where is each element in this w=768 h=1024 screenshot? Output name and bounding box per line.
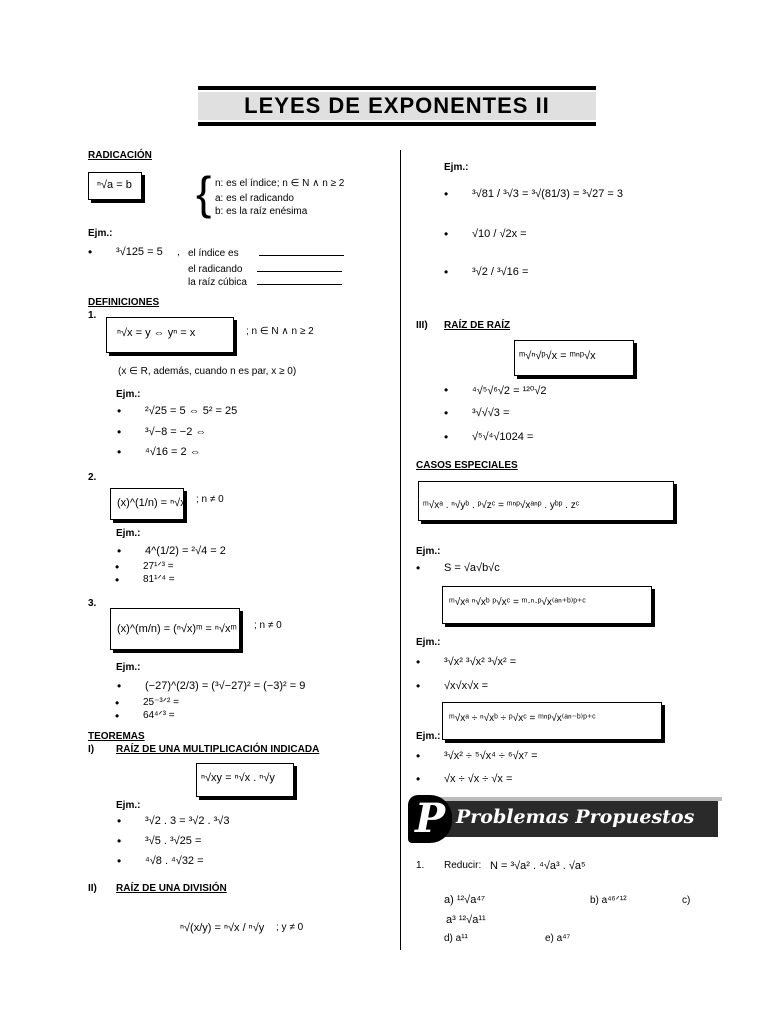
def2-formula-box xyxy=(110,488,184,520)
option-a: a) ¹²√a⁴⁷ xyxy=(444,894,486,906)
definiciones-heading: DEFINICIONES xyxy=(88,297,160,308)
raiz-de-raiz-example-3: • √⁵√⁴√1024 = xyxy=(472,431,533,443)
option-b: b) a⁴⁶ᐟ¹² xyxy=(590,895,627,906)
radicacion-formula: ⁿ√a = b xyxy=(97,179,132,191)
division-example-3: • ³√2 / ³√16 = xyxy=(472,266,528,278)
teorema-ii-formula: ⁿ√(x/y) = ⁿ√x / ⁿ√y xyxy=(180,922,265,934)
def1-example-3: • ⁴√16 = 2 ⇔ xyxy=(145,446,201,458)
def2-condition: ; n ≠ 0 xyxy=(196,494,224,505)
radicacion-def-b: b: es la raíz enésima xyxy=(215,206,308,217)
option-e: e) a⁴⁷ xyxy=(545,933,571,944)
casos-example-2a: • ³√x² ³√x² ³√x² = xyxy=(444,656,516,668)
casos-formula-3: ᵐ√xᵃ ÷ ⁿ√xᵇ ÷ ᵖ√xᶜ = ᵐⁿᵖ√x⁽ᵃⁿ⁻ᵇ⁾ᵖ⁺ᶜ xyxy=(449,713,596,724)
raiz-de-raiz-number: III) xyxy=(416,320,428,331)
teorema-ii-condition: ; y ≠ 0 xyxy=(276,922,304,933)
def1-formula: ⁿ√x = y ⇔ yⁿ = x xyxy=(117,327,196,339)
radicacion-def-n: n: es el índice; n ∈ N ∧ n ≥ 2 xyxy=(215,178,345,189)
teorema-i-formula-box xyxy=(196,763,294,797)
casos-example-3b: • √x ÷ √x ÷ √x = xyxy=(444,773,512,785)
def1-number: 1. xyxy=(88,310,97,321)
raiz-de-raiz-example-1: • ⁴√⁵√⁶√2 = ¹²⁰√2 xyxy=(472,384,546,397)
radicacion-example: • ³√125 = 5 xyxy=(116,246,163,258)
teorema-i-formula: ⁿ√xy = ⁿ√x . ⁿ√y xyxy=(201,772,275,784)
question-raiz-cubica: la raíz cúbica xyxy=(188,275,342,288)
teorema-i-title: RAÍZ DE UNA MULTIPLICACIÓN INDICADA xyxy=(116,744,320,755)
def1-condition: ; n ∈ N ∧ n ≥ 2 xyxy=(246,326,314,337)
raiz-de-raiz-title: RAÍZ DE RAÍZ xyxy=(444,320,511,331)
teorema-i-ejm-label: Ejm.: xyxy=(116,800,141,811)
problem-1-number: 1. xyxy=(416,860,425,871)
column-divider xyxy=(400,150,401,950)
casos-example-2b: • √x√x√x = xyxy=(444,680,488,692)
def1-example-1: • ²√25 = 5 ⇔ 5² = 25 xyxy=(145,405,237,417)
teorema-ii-title: RAÍZ DE UNA DIVISIÓN xyxy=(116,883,227,894)
casos-ejm-label-1: Ejm.: xyxy=(416,546,441,557)
casos-ejm-label-3: Ejm.: xyxy=(416,731,441,742)
def2-example-2: • 27¹ᐟ³ = xyxy=(143,561,174,572)
right-ejm-label: Ejm.: xyxy=(444,162,469,173)
radicacion-formula-box xyxy=(88,172,142,200)
casos-formula-1: ᵐ√xᵃ . ⁿ√yᵇ . ᵖ√zᶜ = ᵐⁿᵖ√xᵃⁿᵖ . yᵇᵖ . zᶜ xyxy=(423,500,580,511)
problem-1-expression: N = ³√a² . ⁴√a³ . √a⁵ xyxy=(490,860,586,872)
option-d: d) a¹¹ xyxy=(444,933,468,944)
teorema-i-example-2: • ³√5 . ³√25 = xyxy=(145,835,201,847)
def3-formula: (x)^(m/n) = (ⁿ√x)ᵐ = ⁿ√xᵐ xyxy=(117,623,237,635)
title-banner xyxy=(198,86,596,126)
def2-ejm-label: Ejm.: xyxy=(116,528,141,539)
question-radicando: el radicando xyxy=(188,262,342,275)
teorema-ii-number: II) xyxy=(88,883,97,894)
casos-formula-1-box xyxy=(418,481,674,521)
def2-example-1: • 4^(1/2) = ²√4 = 2 xyxy=(145,545,226,557)
casos-formula-3-box xyxy=(442,702,662,740)
option-c: c) xyxy=(682,895,691,906)
problemas-banner xyxy=(408,795,718,843)
raiz-de-raiz-formula-box xyxy=(514,340,634,376)
def3-formula-box xyxy=(110,608,240,650)
def1-example-2: • ³√−8 = −2 ⇔ xyxy=(145,426,206,438)
casos-formula-2: ᵐ√xᵃ ⁿ√xᵇ ᵖ√xᶜ = ᵐ·ⁿ·ᵖ√x⁽ᵃⁿ⁺ᵇ⁾ᵖ⁺ᶜ xyxy=(449,597,586,608)
def3-ejm-label: Ejm.: xyxy=(116,662,141,673)
banner-title: Problemas Propuestos xyxy=(456,806,695,828)
title-rule-top xyxy=(198,86,596,90)
teoremas-heading: TEOREMAS xyxy=(88,731,145,742)
question-indice: el índice es xyxy=(188,246,344,259)
raiz-de-raiz-formula: ᵐ√ⁿ√ᵖ√x = ᵐⁿᵖ√x xyxy=(519,350,596,362)
def3-example-1: • (−27)^(2/3) = (³√−27)² = (−3)² = 9 xyxy=(145,680,305,692)
page-title: LEYES DE EXPONENTES II xyxy=(198,92,596,120)
teorema-i-example-1: • ³√2 . 3 = ³√2 . ³√3 xyxy=(145,815,229,827)
def1-ejm-label: Ejm.: xyxy=(116,389,141,400)
division-example-1: • ³√81 / ³√3 = ³√(81/3) = ³√27 = 3 xyxy=(472,188,623,200)
def2-number: 2. xyxy=(88,472,97,483)
radicacion-def-a: a: es el radicando xyxy=(215,193,294,204)
radicacion-heading: RADICACIÓN xyxy=(88,150,152,161)
banner-logo-icon: P xyxy=(408,795,452,843)
casos-example-3a: • ³√x² ÷ ⁵√x⁴ ÷ ⁶√x⁷ = xyxy=(444,750,538,762)
radicacion-comma: , xyxy=(177,247,180,258)
raiz-de-raiz-example-2: • ³√√√3 = xyxy=(472,407,509,419)
problem-1-text: Reducir: xyxy=(444,860,482,871)
def3-example-2: • 25⁻³ᐟ² = xyxy=(143,697,179,708)
casos-ejm-label-2: Ejm.: xyxy=(416,637,441,648)
teorema-i-number: I) xyxy=(88,744,95,755)
casos-example-1: • S = √a√b√c xyxy=(444,562,500,574)
def1-formula-box xyxy=(106,317,234,353)
def2-example-3: • 81¹ᐟ⁴ = xyxy=(143,574,175,585)
def2-formula: (x)^(1/n) = ⁿ√x xyxy=(117,497,186,509)
division-example-2: • √10 / √2x = xyxy=(472,228,527,240)
ejm-label: Ejm.: xyxy=(88,228,113,239)
def3-number: 3. xyxy=(88,598,97,609)
brace-icon: { xyxy=(196,167,212,219)
def1-note: (x ∈ R, además, cuando n es par, x ≥ 0) xyxy=(118,366,297,377)
option-c-value: a³ ¹²√a¹¹ xyxy=(446,914,486,926)
def3-condition: ; n ≠ 0 xyxy=(254,620,282,631)
title-rule-bottom xyxy=(198,122,596,126)
def3-example-3: • 64⁴ᐟ³ = xyxy=(143,710,175,721)
teorema-i-example-3: • ⁴√8 . ⁴√32 = xyxy=(145,855,204,867)
casos-especiales-heading: CASOS ESPECIALES xyxy=(416,460,518,471)
casos-formula-2-box xyxy=(442,586,652,624)
